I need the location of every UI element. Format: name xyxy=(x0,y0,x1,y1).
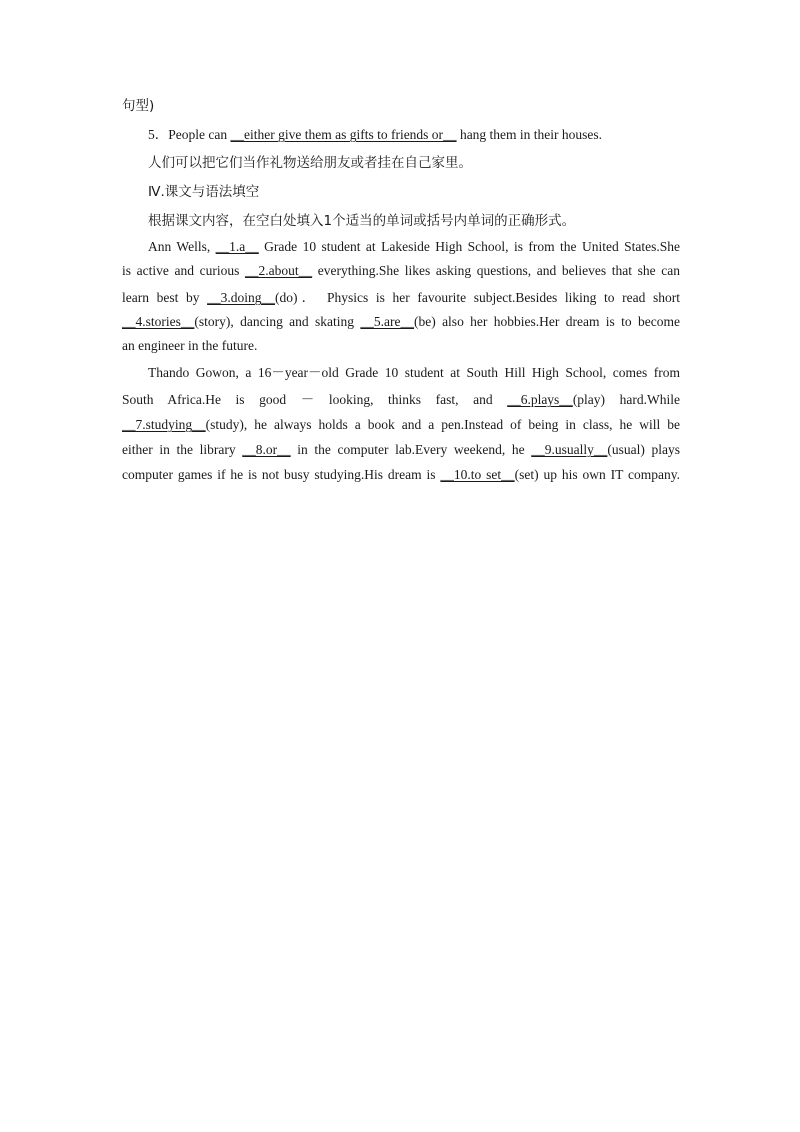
passage-text: Grade 10 student at Lakeside High School, is from the United States.She xyxy=(258,239,680,254)
item-5-suffix: hang them in their houses. xyxy=(456,127,603,142)
passage-text: (do)． Physics is her favourite subject.Besides liking to read short xyxy=(274,290,680,305)
passage-1-line-5: an engineer in the future. xyxy=(122,338,258,353)
passage-1-line-4 xyxy=(122,312,680,332)
passage-text: in the computer lab.Every weekend, he xyxy=(290,442,532,457)
item-5-sentence xyxy=(148,125,680,145)
blank-3: __3.doing__ xyxy=(207,290,275,305)
passage-text: (play) hard.While xyxy=(572,392,680,407)
item-5-answer-blank: __either give them as gifts to friends or__ xyxy=(230,127,457,142)
blank-4: __4.stories__ xyxy=(122,314,195,329)
passage-1-line-3 xyxy=(122,288,680,308)
passage-2-line-3 xyxy=(122,415,680,435)
passage-text: (set) up his own IT company. xyxy=(514,467,680,482)
blank-1: __1.a__ xyxy=(215,239,259,254)
blank-7: __7.studying__ xyxy=(122,417,206,432)
passage-text: South Africa.He is good － looking, thinks fast, and xyxy=(122,392,508,407)
passage-1-line-2 xyxy=(122,261,680,281)
section-end-text: 句型) xyxy=(122,98,155,114)
passage-text: is active and curious xyxy=(122,263,245,278)
passage-text: learn best by xyxy=(122,290,208,305)
passage-2-line-2 xyxy=(122,390,680,410)
passage-2-line-5 xyxy=(122,465,680,485)
passage-2-line-1: Thando Gowon, a 16－year－old Grade 10 student at South Hill High School, comes from xyxy=(148,365,680,380)
section-4-heading: Ⅳ.课文与语法填空 xyxy=(148,184,260,200)
blank-8: __8.or__ xyxy=(242,442,291,457)
passage-text: everything.She likes asking questions, and believes that she can xyxy=(312,263,680,278)
passage-1-line-1 xyxy=(148,237,680,257)
blank-10: __10.to set__ xyxy=(440,467,515,482)
passage-2-line-4 xyxy=(122,440,680,460)
blank-5: __5.are__ xyxy=(360,314,414,329)
passage-text: (story), dancing and skating xyxy=(194,314,361,329)
passage-text: (be) also her hobbies.Her dream is to become xyxy=(413,314,680,329)
passage-text: computer games if he is not busy studying.His dream is xyxy=(122,467,441,482)
item-5-translation: 人们可以把它们当作礼物送给朋友或者挂在自己家里。 xyxy=(148,155,472,171)
passage-text: (usual) plays xyxy=(607,442,681,457)
passage-text: Ann Wells, xyxy=(148,239,216,254)
passage-text: either in the library xyxy=(122,442,243,457)
blank-6: __6.plays__ xyxy=(507,392,573,407)
blank-2: __2.about__ xyxy=(245,263,313,278)
blank-9: __9.usually__ xyxy=(531,442,608,457)
section-4-instruction: 根据课文内容，在空白处填入1个适当的单词或括号内单词的正确形式。 xyxy=(148,213,576,229)
passage-text: (study), he always holds a book and a pen.Instead of being in class, he will be xyxy=(205,417,680,432)
item-5-prefix: 5．People can xyxy=(148,127,231,142)
